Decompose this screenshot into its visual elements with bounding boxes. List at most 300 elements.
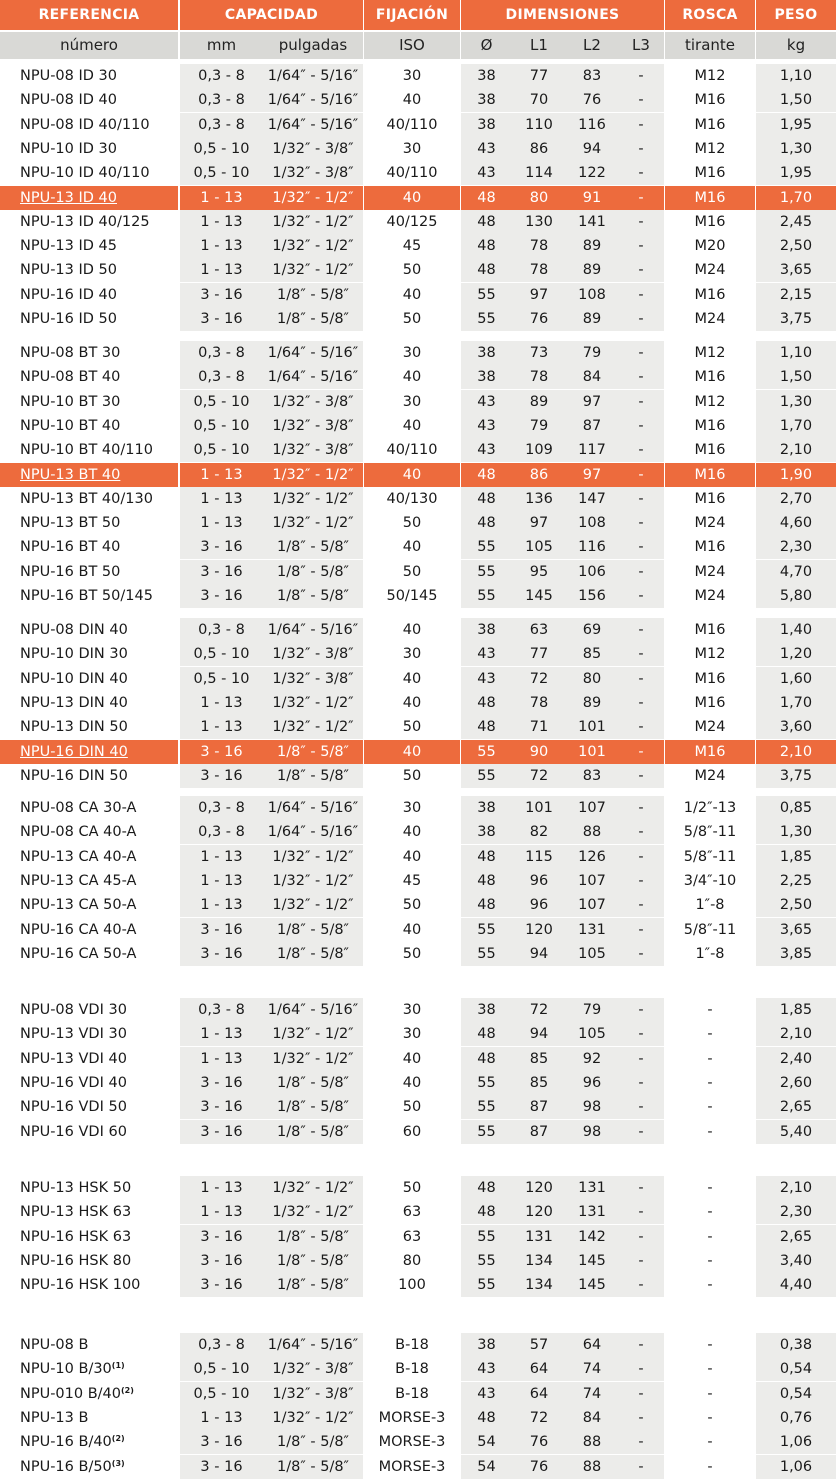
cell-mm: 3 - 16	[180, 1273, 263, 1297]
reference-text: NPU-10 DIN 40	[20, 670, 128, 687]
cell-l2: 116	[566, 113, 618, 137]
cell-l3: -	[618, 1095, 664, 1119]
cell-iso: MORSE-3	[364, 1455, 460, 1479]
cell-mm: 3 - 16	[180, 1430, 263, 1454]
reference-text[interactable]: NPU-13 BT 40	[20, 466, 121, 483]
table-row	[0, 942, 836, 966]
cell-l1: 73	[512, 341, 566, 365]
cell-l2: 108	[566, 283, 618, 307]
cell-l2: 107	[566, 869, 618, 893]
cell-l1: 85	[512, 1047, 566, 1071]
table-row	[0, 869, 836, 893]
cell-d: 38	[461, 88, 512, 112]
cell-d: 43	[461, 438, 512, 462]
cell-in: 1/64″ - 5/16″	[263, 88, 363, 112]
cell-rosca: M12	[665, 642, 755, 666]
subheader-l1: L1	[512, 32, 566, 59]
cell-mm: 1 - 13	[180, 1406, 263, 1430]
reference-text: NPU-08 CA 40-A	[20, 824, 137, 841]
cell-kg: 3,65	[756, 258, 836, 282]
cell-d: 48	[461, 1200, 512, 1224]
table-row	[0, 186, 836, 210]
header-group-5: PESO	[756, 0, 836, 30]
table-row	[0, 1406, 836, 1430]
cell-rosca: M16	[665, 88, 755, 112]
cell-iso: 40/110	[364, 161, 460, 185]
cell-l1: 97	[512, 511, 566, 535]
cell-mm: 1 - 13	[180, 186, 263, 210]
cell-l2: 88	[566, 1430, 618, 1454]
header-group-0: REFERENCIA	[0, 0, 178, 30]
cell-l1: 96	[512, 893, 566, 917]
cell-mm: 0,3 - 8	[180, 998, 263, 1022]
cell-l3: -	[618, 438, 664, 462]
cell-rosca: -	[665, 1200, 755, 1224]
cell-kg: 0,38	[756, 1333, 836, 1357]
cell-iso: 50	[364, 511, 460, 535]
cell-kg: 2,30	[756, 1200, 836, 1224]
cell-ref	[0, 1430, 178, 1454]
cell-iso: 40	[364, 463, 460, 487]
cell-mm: 0,5 - 10	[180, 438, 263, 462]
reference-text: NPU-16 BT 40	[20, 539, 121, 556]
reference-text: NPU-16 BT 50	[20, 563, 121, 580]
reference-text: NPU-16 ID 40	[20, 286, 117, 303]
cell-in: 1/64″ - 5/16″	[263, 341, 363, 365]
cell-kg: 1,95	[756, 161, 836, 185]
cell-rosca: -	[665, 1249, 755, 1273]
cell-kg: 2,70	[756, 487, 836, 511]
table-row	[0, 1071, 836, 1095]
header-group-4: ROSCA	[665, 0, 755, 30]
table-row	[0, 1430, 836, 1454]
cell-l2: 87	[566, 414, 618, 438]
cell-d: 38	[461, 998, 512, 1022]
cell-kg: 1,20	[756, 642, 836, 666]
cell-kg: 2,45	[756, 210, 836, 234]
table-row	[0, 1333, 836, 1357]
cell-d: 55	[461, 918, 512, 942]
cell-l1: 77	[512, 642, 566, 666]
cell-kg: 2,30	[756, 535, 836, 559]
cell-iso: 40	[364, 845, 460, 869]
reference-text[interactable]: NPU-13 ID 40	[20, 189, 117, 206]
table-row	[0, 796, 836, 820]
reference-text: NPU-08 ID 40/110	[20, 116, 150, 133]
table-row	[0, 258, 836, 282]
reference-text: NPU-08 CA 30-A	[20, 800, 137, 816]
cell-in: 1/32″ - 3/8″	[263, 161, 363, 185]
cell-ref	[0, 1176, 178, 1200]
table-row	[0, 1200, 836, 1224]
reference-text: NPU-16 ID 50	[20, 311, 117, 327]
reference-text: NPU-16 B/40	[20, 1434, 112, 1451]
cell-kg: 2,60	[756, 1071, 836, 1095]
cell-l1: 72	[512, 667, 566, 691]
cell-l3: -	[618, 869, 664, 893]
cell-mm: 1 - 13	[180, 893, 263, 917]
cell-in: 1/8″ - 5/8″	[263, 740, 363, 764]
reference-text: NPU-13 ID 45	[20, 238, 117, 255]
table-row	[0, 667, 836, 691]
cell-in: 1/8″ - 5/8″	[263, 1455, 363, 1479]
cell-d: 48	[461, 487, 512, 511]
cell-ref	[0, 1249, 178, 1273]
cell-kg: 1,06	[756, 1430, 836, 1454]
cell-l2: 141	[566, 210, 618, 234]
cell-l2: 145	[566, 1249, 618, 1273]
reference-text: NPU-13 HSK 50	[20, 1180, 132, 1196]
reference-text: NPU-16 CA 40-A	[20, 921, 137, 938]
cell-in: 1/32″ - 1/2″	[263, 715, 363, 739]
cell-l1: 78	[512, 234, 566, 258]
cell-iso: 60	[364, 1120, 460, 1144]
cell-kg: 1,70	[756, 186, 836, 210]
cell-l1: 87	[512, 1120, 566, 1144]
cell-kg: 2,10	[756, 438, 836, 462]
cell-rosca: M16	[665, 210, 755, 234]
cell-ref	[0, 1022, 178, 1046]
cell-rosca: -	[665, 1357, 755, 1381]
cell-l3: -	[618, 390, 664, 414]
cell-in: 1/32″ - 1/2″	[263, 845, 363, 869]
cell-rosca: M24	[665, 307, 755, 331]
cell-l3: -	[618, 1176, 664, 1200]
table-row	[0, 691, 836, 715]
cell-ref	[0, 487, 178, 511]
cell-l2: 74	[566, 1382, 618, 1406]
cell-l3: -	[618, 618, 664, 642]
cell-l3: -	[618, 1430, 664, 1454]
cell-mm: 1 - 13	[180, 210, 263, 234]
cell-ref	[0, 740, 178, 764]
cell-in: 1/64″ - 5/16″	[263, 796, 363, 820]
cell-kg: 1,85	[756, 845, 836, 869]
cell-d: 38	[461, 113, 512, 137]
cell-mm: 0,5 - 10	[180, 161, 263, 185]
cell-d: 55	[461, 764, 512, 788]
cell-l3: -	[618, 1357, 664, 1381]
cell-mm: 3 - 16	[180, 535, 263, 559]
cell-iso: 30	[364, 390, 460, 414]
cell-rosca: -	[665, 1273, 755, 1297]
table-row	[0, 414, 836, 438]
cell-ref	[0, 113, 178, 137]
cell-l2: 131	[566, 918, 618, 942]
cell-rosca: M16	[665, 414, 755, 438]
table-row	[0, 438, 836, 462]
cell-l1: 76	[512, 1430, 566, 1454]
cell-l1: 105	[512, 535, 566, 559]
cell-ref	[0, 618, 178, 642]
subheader-l2: L2	[566, 32, 618, 59]
cell-l1: 71	[512, 715, 566, 739]
cell-l3: -	[618, 535, 664, 559]
cell-in: 1/32″ - 1/2″	[263, 1176, 363, 1200]
cell-ref	[0, 88, 178, 112]
cell-iso: 50	[364, 764, 460, 788]
cell-l2: 92	[566, 1047, 618, 1071]
cell-l3: -	[618, 1071, 664, 1095]
cell-rosca: M16	[665, 618, 755, 642]
cell-in: 1/32″ - 1/2″	[263, 258, 363, 282]
cell-d: 55	[461, 1273, 512, 1297]
cell-l3: -	[618, 845, 664, 869]
table-row	[0, 137, 836, 161]
header-group-3: DIMENSIONES	[461, 0, 664, 30]
header-row-groups	[0, 0, 836, 24]
cell-ref	[0, 820, 178, 844]
reference-text: NPU-13 ID 40/125	[20, 213, 150, 230]
cell-l1: 120	[512, 1176, 566, 1200]
cell-ref	[0, 560, 178, 584]
cell-rosca: M16	[665, 740, 755, 764]
cell-l3: -	[618, 341, 664, 365]
cell-mm: 0,5 - 10	[180, 137, 263, 161]
cell-in: 1/8″ - 5/8″	[263, 560, 363, 584]
reference-text: NPU-10 B/30	[20, 1361, 112, 1378]
cell-l2: 96	[566, 1071, 618, 1095]
cell-ref	[0, 210, 178, 234]
table-row	[0, 740, 836, 764]
cell-kg: 2,40	[756, 1047, 836, 1071]
cell-kg: 3,60	[756, 715, 836, 739]
cell-l2: 94	[566, 137, 618, 161]
cell-ref	[0, 715, 178, 739]
cell-in: 1/8″ - 5/8″	[263, 764, 363, 788]
cell-ref	[0, 796, 178, 820]
cell-in: 1/32″ - 1/2″	[263, 186, 363, 210]
reference-text: NPU-10 ID 40/110	[20, 165, 150, 182]
cell-mm: 0,3 - 8	[180, 113, 263, 137]
cell-l1: 134	[512, 1249, 566, 1273]
cell-l2: 107	[566, 796, 618, 820]
cell-ref	[0, 1225, 178, 1249]
cell-d: 43	[461, 390, 512, 414]
cell-l1: 109	[512, 438, 566, 462]
cell-l3: -	[618, 88, 664, 112]
cell-ref	[0, 234, 178, 258]
cell-l3: -	[618, 258, 664, 282]
cell-l2: 83	[566, 64, 618, 88]
cell-mm: 3 - 16	[180, 1071, 263, 1095]
cell-ref	[0, 365, 178, 389]
cell-l2: 97	[566, 463, 618, 487]
cell-d: 55	[461, 1071, 512, 1095]
table-row	[0, 820, 836, 844]
cell-rosca: -	[665, 998, 755, 1022]
cell-l2: 108	[566, 511, 618, 535]
cell-l3: -	[618, 998, 664, 1022]
cell-ref	[0, 1071, 178, 1095]
cell-ref	[0, 998, 178, 1022]
subheader-l3: L3	[618, 32, 664, 59]
cell-d: 48	[461, 1406, 512, 1430]
cell-in: 1/32″ - 1/2″	[263, 893, 363, 917]
cell-l3: -	[618, 942, 664, 966]
cell-kg: 2,10	[756, 1176, 836, 1200]
reference-text: NPU-13 ID 50	[20, 262, 117, 279]
cell-l2: 89	[566, 258, 618, 282]
cell-in: 1/8″ - 5/8″	[263, 942, 363, 966]
cell-l1: 89	[512, 390, 566, 414]
footnote-mark: (2)	[121, 1385, 134, 1395]
cell-kg: 0,54	[756, 1382, 836, 1406]
cell-in: 1/32″ - 3/8″	[263, 1357, 363, 1381]
cell-rosca: -	[665, 1382, 755, 1406]
subheader-d: Ø	[461, 32, 512, 59]
cell-rosca: M16	[665, 463, 755, 487]
reference-text: NPU-08 ID 40	[20, 92, 117, 109]
reference-text: NPU-13 CA 45-A	[20, 872, 137, 889]
cell-d: 38	[461, 64, 512, 88]
reference-text[interactable]: NPU-16 DIN 40	[20, 743, 128, 760]
reference-text: NPU-16 HSK 63	[20, 1228, 132, 1245]
cell-l3: -	[618, 1455, 664, 1479]
footnote-mark: (2)	[111, 1434, 125, 1444]
cell-in: 1/8″ - 5/8″	[263, 1225, 363, 1249]
cell-mm: 1 - 13	[180, 234, 263, 258]
cell-rosca: M16	[665, 161, 755, 185]
cell-mm: 0,3 - 8	[180, 64, 263, 88]
cell-kg: 2,25	[756, 869, 836, 893]
subheader-kg: kg	[756, 32, 836, 59]
cell-kg: 1,40	[756, 618, 836, 642]
table-row	[0, 1357, 836, 1381]
cell-in: 1/8″ - 5/8″	[263, 307, 363, 331]
cell-kg: 3,75	[756, 307, 836, 331]
cell-l2: 85	[566, 642, 618, 666]
cell-d: 55	[461, 584, 512, 608]
cell-mm: 3 - 16	[180, 1249, 263, 1273]
cell-rosca: M24	[665, 764, 755, 788]
cell-l3: -	[618, 667, 664, 691]
cell-iso: 50	[364, 1176, 460, 1200]
cell-in: 1/32″ - 1/2″	[263, 511, 363, 535]
cell-iso: 50	[364, 942, 460, 966]
cell-d: 48	[461, 893, 512, 917]
cell-l2: 98	[566, 1120, 618, 1144]
cell-rosca: -	[665, 1047, 755, 1071]
cell-l1: 136	[512, 487, 566, 511]
cell-ref	[0, 161, 178, 185]
table-row	[0, 1120, 836, 1144]
cell-l2: 83	[566, 764, 618, 788]
cell-d: 55	[461, 1120, 512, 1144]
cell-l2: 117	[566, 438, 618, 462]
cell-rosca: M16	[665, 438, 755, 462]
header-group-2: FIJACIÓN	[364, 0, 460, 30]
cell-l1: 72	[512, 764, 566, 788]
cell-mm: 1 - 13	[180, 845, 263, 869]
cell-l1: 77	[512, 64, 566, 88]
table-row	[0, 307, 836, 331]
cell-l1: 72	[512, 998, 566, 1022]
cell-rosca: 3/4″-10	[665, 869, 755, 893]
cell-kg: 3,85	[756, 942, 836, 966]
cell-kg: 2,65	[756, 1095, 836, 1119]
table-row	[0, 88, 836, 112]
cell-d: 43	[461, 1357, 512, 1381]
cell-l3: -	[618, 283, 664, 307]
cell-l1: 90	[512, 740, 566, 764]
footnote-mark: (1)	[111, 1361, 125, 1371]
cell-l3: -	[618, 715, 664, 739]
cell-iso: 63	[364, 1225, 460, 1249]
table-row	[0, 64, 836, 88]
cell-d: 48	[461, 186, 512, 210]
cell-rosca: -	[665, 1430, 755, 1454]
cell-iso: 30	[364, 341, 460, 365]
cell-kg: 1,90	[756, 463, 836, 487]
header-group-1: CAPACIDAD	[180, 0, 363, 30]
cell-l2: 101	[566, 740, 618, 764]
cell-ref	[0, 186, 178, 210]
cell-l3: -	[618, 137, 664, 161]
cell-l3: -	[618, 691, 664, 715]
cell-iso: MORSE-3	[364, 1430, 460, 1454]
cell-iso: 40	[364, 1071, 460, 1095]
cell-iso: 30	[364, 998, 460, 1022]
cell-in: 1/32″ - 3/8″	[263, 137, 363, 161]
cell-mm: 0,5 - 10	[180, 667, 263, 691]
table-row	[0, 642, 836, 666]
cell-iso: 40	[364, 283, 460, 307]
cell-rosca: M24	[665, 511, 755, 535]
cell-ref	[0, 1406, 178, 1430]
table-row	[0, 764, 836, 788]
cell-mm: 0,3 - 8	[180, 1333, 263, 1357]
table-row	[0, 341, 836, 365]
cell-kg: 4,40	[756, 1273, 836, 1297]
cell-kg: 1,60	[756, 667, 836, 691]
cell-mm: 3 - 16	[180, 764, 263, 788]
cell-l2: 116	[566, 535, 618, 559]
cell-kg: 2,50	[756, 234, 836, 258]
cell-l1: 131	[512, 1225, 566, 1249]
cell-iso: B-18	[364, 1333, 460, 1357]
cell-l1: 80	[512, 186, 566, 210]
cell-l3: -	[618, 1120, 664, 1144]
cell-l2: 147	[566, 487, 618, 511]
cell-l2: 84	[566, 1406, 618, 1430]
cell-l1: 82	[512, 820, 566, 844]
table-row	[0, 535, 836, 559]
cell-l3: -	[618, 1406, 664, 1430]
cell-l3: -	[618, 1022, 664, 1046]
cell-l2: 89	[566, 691, 618, 715]
cell-d: 38	[461, 365, 512, 389]
cell-d: 38	[461, 820, 512, 844]
cell-l1: 78	[512, 365, 566, 389]
cell-kg: 1,30	[756, 820, 836, 844]
cell-l1: 63	[512, 618, 566, 642]
cell-l3: -	[618, 511, 664, 535]
cell-ref	[0, 1120, 178, 1144]
reference-text: NPU-010 B/40	[20, 1385, 122, 1402]
cell-rosca: M16	[665, 535, 755, 559]
cell-mm: 1 - 13	[180, 869, 263, 893]
cell-l2: 105	[566, 1022, 618, 1046]
cell-rosca: M24	[665, 258, 755, 282]
cell-in: 1/64″ - 5/16″	[263, 113, 363, 137]
cell-l1: 145	[512, 584, 566, 608]
table-row	[0, 487, 836, 511]
cell-kg: 1,70	[756, 691, 836, 715]
cell-kg: 3,75	[756, 764, 836, 788]
cell-mm: 3 - 16	[180, 1120, 263, 1144]
cell-mm: 1 - 13	[180, 1047, 263, 1071]
